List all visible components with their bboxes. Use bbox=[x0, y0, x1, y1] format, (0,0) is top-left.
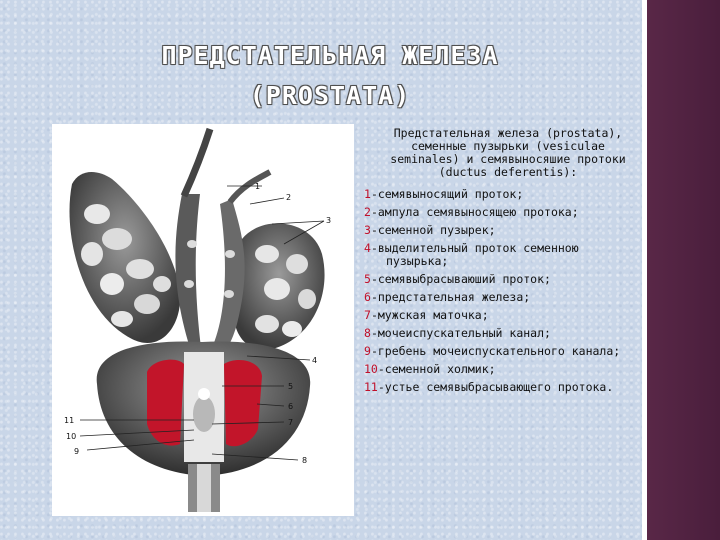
list-item: 10-семенной холмик; bbox=[364, 362, 496, 376]
prostate-gland bbox=[97, 341, 311, 476]
figure-label-6: 6 bbox=[288, 402, 294, 411]
figure-label-9: 9 bbox=[74, 447, 80, 456]
list-item: 2-ампула семявыносящею протока; bbox=[364, 205, 579, 219]
list-item: 5-семявыбрасываюший проток; bbox=[364, 272, 551, 286]
list-item: 7-мужская маточка; bbox=[364, 308, 489, 322]
figure-label-1: 1 bbox=[255, 182, 261, 191]
figure-label-7: 7 bbox=[288, 418, 294, 427]
caption-intro: Предстательная железа (prostata), семенные пузырьки (vesiculae seminales) и семявыносяшие протоки (ductus deferentis): bbox=[390, 126, 626, 179]
figure-label-2: 2 bbox=[286, 193, 292, 202]
figure-label-8: 8 bbox=[302, 456, 308, 465]
figure-caption bbox=[364, 127, 634, 394]
figure-label-3: 3 bbox=[326, 216, 332, 225]
figure-label-4: 4 bbox=[312, 356, 318, 365]
prostate-cut-left bbox=[147, 360, 184, 446]
list-item: 3-семенной пузырек; bbox=[364, 223, 496, 237]
title-line-1: ПРЕДСТАТЕЛЬНАЯ ЖЕЛЕЗА bbox=[161, 41, 499, 70]
list-item: 1-семявыносящий проток; bbox=[364, 187, 524, 201]
slide-title bbox=[80, 36, 580, 116]
figure-label-5: 5 bbox=[288, 382, 294, 391]
right-seminal-vesicle bbox=[234, 223, 325, 349]
list-item: 6-предстательная железа; bbox=[364, 290, 531, 304]
list-item: 9-гребень мочеиспускательного канала; bbox=[364, 344, 621, 358]
anatomy-illustration bbox=[52, 124, 354, 516]
list-item: 11-устье семявыбрасывающего протока. bbox=[364, 380, 614, 394]
title-line-2: (PROSTATA) bbox=[249, 81, 411, 110]
decorative-side-bar bbox=[642, 0, 720, 540]
caption-list bbox=[364, 188, 634, 394]
ampulla-vas-deferens bbox=[175, 194, 244, 356]
urethra bbox=[188, 464, 220, 512]
vas-deferens bbox=[184, 129, 270, 202]
list-item: 8-мочеиспускательный канал; bbox=[364, 326, 551, 340]
figure-label-10: 10 bbox=[66, 432, 77, 441]
figure-label-11: 11 bbox=[64, 416, 75, 425]
list-item: 4-выделительный проток семенною пузырька; bbox=[364, 241, 579, 268]
left-seminal-vesicle bbox=[70, 172, 181, 343]
